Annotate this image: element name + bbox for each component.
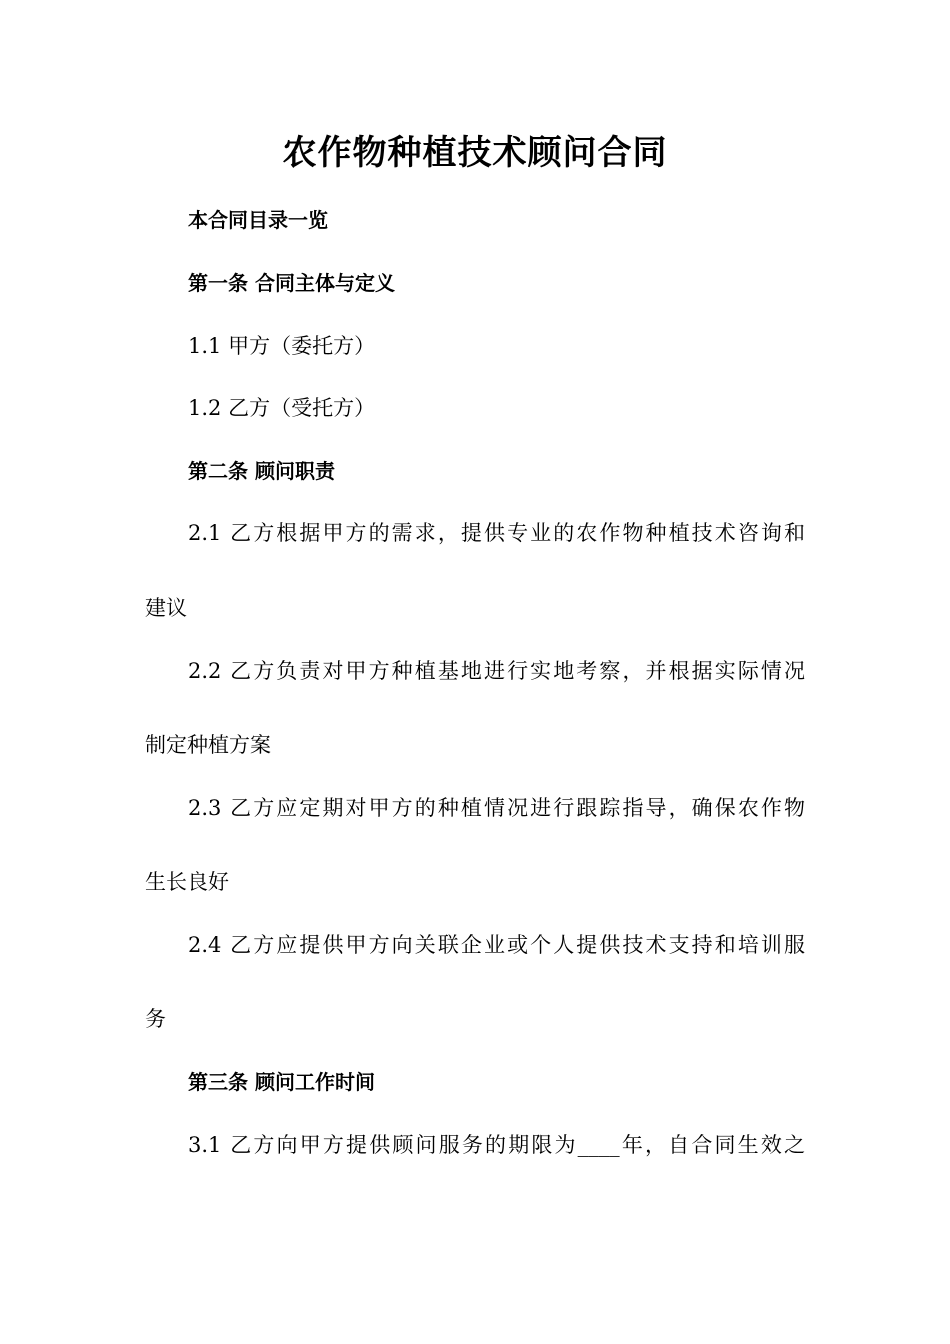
document-title: 农作物种植技术顾问合同 <box>282 133 668 173</box>
clause-2-2-line-2: 制定种植方案 <box>145 733 271 757</box>
article-2-heading: 第二条 顾问职责 <box>188 459 335 483</box>
clause-3-1-line-1: 3.1 乙方向甲方提供顾问服务的期限为____年，自合同生效之 <box>188 1133 805 1157</box>
clause-2-1-line-2: 建议 <box>145 596 187 620</box>
clause-1-2: 1.2 乙方（受托方） <box>188 396 376 420</box>
article-1-heading: 第一条 合同主体与定义 <box>188 271 395 295</box>
clause-1-1: 1.1 甲方（委托方） <box>188 334 376 358</box>
article-3-heading: 第三条 顾问工作时间 <box>188 1070 375 1094</box>
clause-2-3-line-2: 生长良好 <box>145 870 229 894</box>
clause-2-4-line-1: 2.4 乙方应提供甲方向关联企业或个人提供技术支持和培训服 <box>188 933 805 957</box>
toc-heading: 本合同目录一览 <box>188 208 328 232</box>
clause-2-1-line-1: 2.1 乙方根据甲方的需求，提供专业的农作物种植技术咨询和 <box>188 521 805 545</box>
clause-2-4-line-2: 务 <box>145 1007 166 1031</box>
clause-2-2-line-1: 2.2 乙方负责对甲方种植基地进行实地考察，并根据实际情况 <box>188 659 805 683</box>
clause-2-3-line-1: 2.3 乙方应定期对甲方的种植情况进行跟踪指导，确保农作物 <box>188 796 805 820</box>
